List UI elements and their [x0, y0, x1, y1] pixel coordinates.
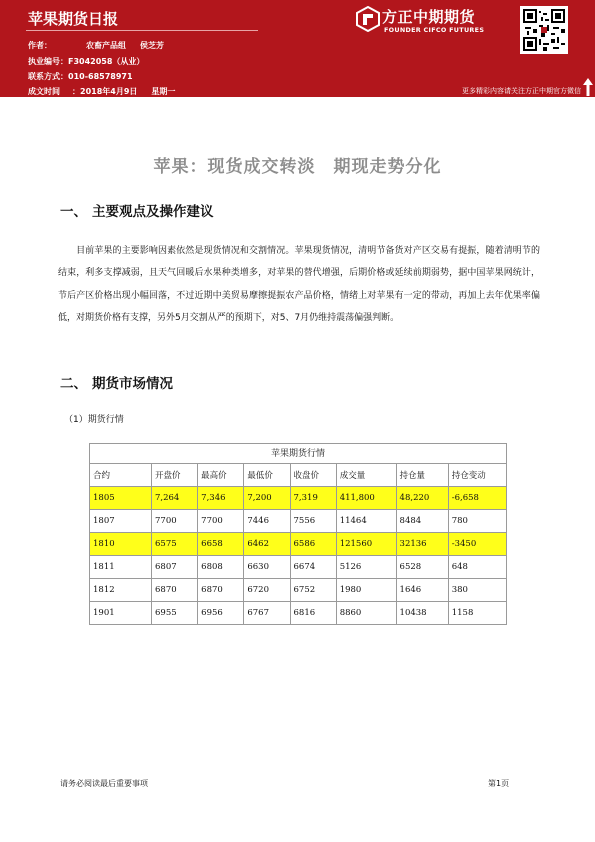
table-row	[90, 487, 507, 510]
table-cell: 7,200	[244, 487, 290, 510]
section-title: 主要观点及操作建议	[92, 204, 214, 220]
table-cell: 1810	[90, 533, 152, 556]
report-type-title: 苹果期货日报	[28, 10, 119, 28]
license-value: F3042058（从业）	[68, 57, 145, 66]
table-cell: -3450	[448, 533, 506, 556]
column-header: 收盘价	[290, 464, 336, 487]
license-label: 执业编号：	[28, 57, 68, 66]
column-header: 持仓量	[396, 464, 448, 487]
table-cell: 6752	[290, 579, 336, 602]
subscribe-note: 更多精彩内容请关注方正中期官方微信	[462, 87, 581, 95]
column-header: 成交量	[336, 464, 396, 487]
table-cell: 1812	[90, 579, 152, 602]
table-cell: 11464	[336, 510, 396, 533]
brand-name-en: FOUNDER CIFCO FUTURES	[384, 26, 485, 34]
table-cell: 6816	[290, 602, 336, 625]
report-header	[0, 0, 595, 97]
table-cell: 6870	[198, 579, 244, 602]
table-cell: 7700	[152, 510, 198, 533]
table-cell: 1805	[90, 487, 152, 510]
table-cell: 1646	[396, 579, 448, 602]
table-cell: 780	[448, 510, 506, 533]
author-group: 农畜产品组	[86, 41, 126, 50]
table-cell: 648	[448, 556, 506, 579]
table-cell: 8860	[336, 602, 396, 625]
table-cell: 6658	[198, 533, 244, 556]
date-label: 成文时间	[28, 87, 60, 96]
page-number: 第1页	[488, 779, 510, 788]
page-title: 苹果：现货成交转淡 期现走势分化	[153, 157, 442, 177]
contact-line	[28, 71, 133, 82]
weekday: 星期一	[151, 87, 176, 96]
table-row	[90, 533, 507, 556]
table-cell: 6630	[244, 556, 290, 579]
table-row	[90, 510, 507, 533]
contact-value: 010-68578971	[68, 72, 133, 81]
futures-quote-table	[89, 443, 507, 625]
table-cell: 411,800	[336, 487, 396, 510]
table-cell: -6,658	[448, 487, 506, 510]
table-cell: 1980	[336, 579, 396, 602]
table-header-row	[90, 464, 507, 487]
table-cell: 10438	[396, 602, 448, 625]
section-number: 二、	[60, 376, 87, 392]
table-cell: 7556	[290, 510, 336, 533]
table-cell: 6462	[244, 533, 290, 556]
section-number: 一、	[60, 204, 87, 220]
table-cell: 5126	[336, 556, 396, 579]
table-cell: 7,264	[152, 487, 198, 510]
table-cell: 6720	[244, 579, 290, 602]
author-line	[28, 40, 164, 51]
table-cell: 1901	[90, 602, 152, 625]
table-caption: 苹果期货行情	[89, 443, 507, 463]
date-line	[28, 86, 175, 97]
qr-code	[520, 6, 568, 54]
column-header: 开盘价	[152, 464, 198, 487]
founder-logo-icon	[356, 6, 380, 32]
table-cell: 1811	[90, 556, 152, 579]
table-cell: 32136	[396, 533, 448, 556]
column-header: 最高价	[198, 464, 244, 487]
column-header: 最低价	[244, 464, 290, 487]
table-cell: 6586	[290, 533, 336, 556]
table-cell: 7,319	[290, 487, 336, 510]
table-row	[90, 579, 507, 602]
qr-code-icon	[523, 9, 565, 51]
table-cell: 6956	[198, 602, 244, 625]
table-cell: 6808	[198, 556, 244, 579]
table-cell: 6767	[244, 602, 290, 625]
company-logo	[356, 4, 516, 38]
table-cell: 6955	[152, 602, 198, 625]
table-cell: 6870	[152, 579, 198, 602]
table-cell: 6528	[396, 556, 448, 579]
section-title: 期货市场情况	[92, 376, 173, 392]
section-heading-market	[60, 372, 173, 392]
date-value: ：2018年4月9日	[72, 87, 138, 96]
footer-disclaimer: 请务必阅读最后重要事项	[60, 779, 148, 788]
author-name: 侯芝芳	[140, 41, 164, 50]
table-cell: 1158	[448, 602, 506, 625]
section-heading-views	[60, 200, 214, 220]
author-label: 作者：	[28, 41, 52, 50]
subsection-heading: （1）期货行情	[64, 415, 124, 425]
license-line	[28, 56, 144, 67]
table-cell: 121560	[336, 533, 396, 556]
table-row	[90, 602, 507, 625]
brand-name-cn: 方正中期期货	[382, 8, 476, 26]
header-divider	[26, 30, 258, 31]
table-cell: 6575	[152, 533, 198, 556]
table-cell: 7,346	[198, 487, 244, 510]
table-cell: 8484	[396, 510, 448, 533]
table-cell: 6674	[290, 556, 336, 579]
table-cell: 48,220	[396, 487, 448, 510]
analysis-paragraph	[58, 240, 540, 330]
table-cell: 380	[448, 579, 506, 602]
table-cell: 7446	[244, 510, 290, 533]
table-cell: 1807	[90, 510, 152, 533]
table-row	[90, 556, 507, 579]
table-cell: 6807	[152, 556, 198, 579]
column-header: 合约	[90, 464, 152, 487]
analysis-text: 目前苹果的主要影响因素依然是现货情况和交割情况。苹果现货情况，清明节备货对产区交易有提振，随着清明节的结束，利多支撑减弱，且天气回暖后水果种类增多，对苹果的替代增强，后期价格或延续前期弱势，据中国苹果网统计，节后产区价格出现小幅回落，不过近期中美贸易摩擦提振农产品价格，情绪上对苹果有一定的带动，再加上去年优果率偏低，对期货价格有支撑，另外5月交割从严的预期下，对5、7月仍维持震荡偏强判断。	[58, 246, 540, 324]
table-cell: 7700	[198, 510, 244, 533]
contact-label: 联系方式：	[28, 72, 68, 81]
up-arrow-icon	[583, 78, 593, 96]
column-header: 持仓变动	[448, 464, 506, 487]
